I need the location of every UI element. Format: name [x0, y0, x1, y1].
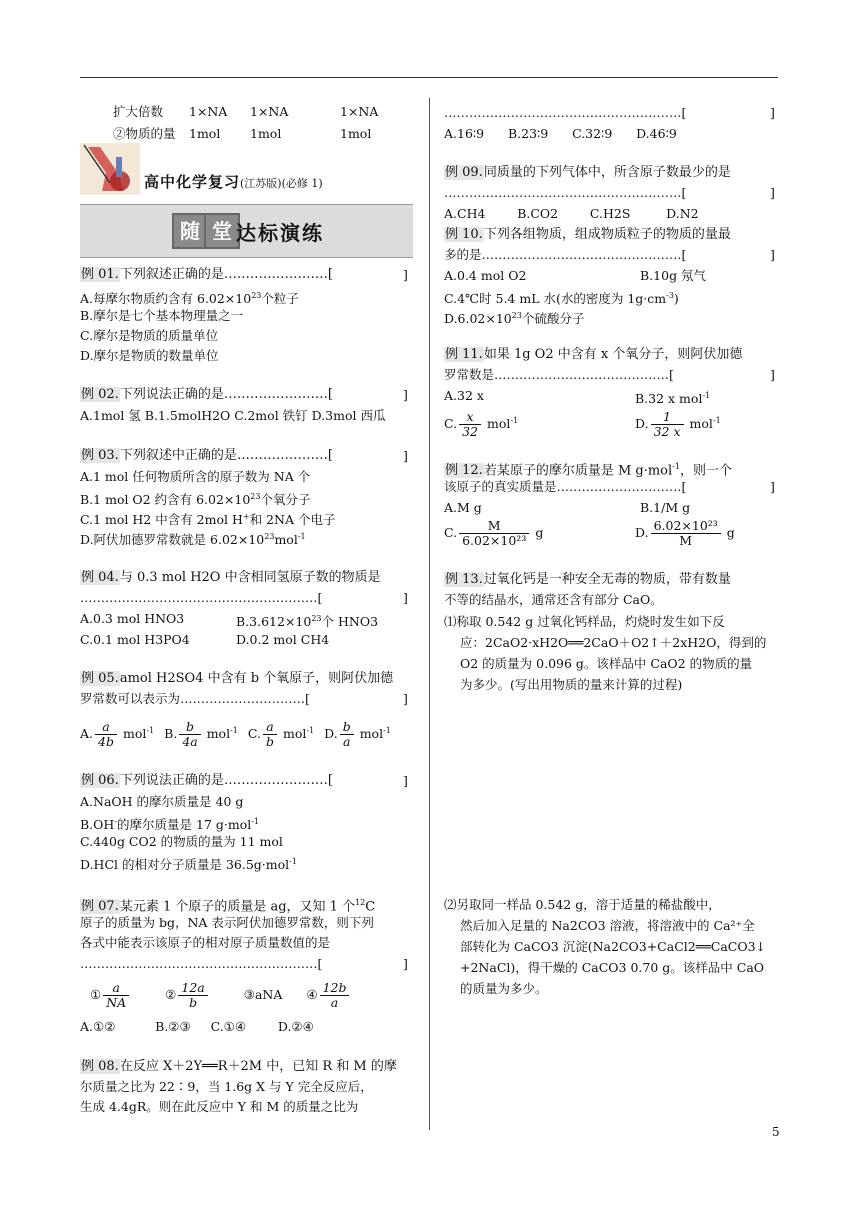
option-d: D. $\frac{\text{6.02×10²³}}{M}$ g	[635, 518, 735, 548]
item-1: ① $\frac{a}{NA}$	[90, 987, 131, 1002]
part-2-line: 然后加入足量的 Na2CO3 溶液，将溶液中的 Ca²⁺全	[460, 918, 755, 933]
part-2-line: 部转化为 CaCO3 沉淀(Na2CO3+CaCl2══CaCO3↓	[460, 939, 767, 954]
option-b: B.摩尔是七个基本物理量之一	[80, 308, 244, 323]
answer-bracket: ]	[403, 448, 408, 463]
option-a: A.NaOH 的摩尔质量是 40 g	[80, 794, 244, 809]
row-label: ②物质的量	[113, 126, 176, 141]
option-b: B.OH-的摩尔质量是 17 g·mol$^{-1}$	[80, 817, 260, 833]
question-stem: amol H2SO4 中含有 b 个氧原子，则阿伏加德	[119, 671, 394, 686]
cell: 1×NA	[189, 104, 228, 119]
option-b: B. $\frac{b}{4a}$ mol$^{-1}$	[164, 719, 238, 750]
column-divider	[429, 98, 430, 1130]
question-stem-cont: …………………………………………………[	[80, 590, 323, 605]
question-stem: 某元素 1 个原子的质量是 ag，又知 1 个	[119, 899, 356, 915]
flask-icon	[80, 143, 140, 195]
option-a: A.M g	[444, 500, 482, 515]
answer-bracket: ]	[403, 956, 408, 971]
item-2: ② $\frac{12a}{b}$	[165, 987, 210, 1002]
item-4: ④ $\frac{12b}{a}$	[306, 987, 351, 1002]
option-d: $D.6.02\times 10^{23}$个硫酸分子	[444, 311, 585, 327]
option-a: A.1 mol 任何物质所含的原子数为 NA 个	[80, 469, 311, 484]
option-d: D.HCl 的相对分子质量是 36.5g·mol$^{-1}$	[80, 857, 297, 873]
page-number: 5	[772, 1125, 780, 1139]
question-label: 例 02.	[81, 387, 119, 402]
question-stem-cont: 该原子的真实质量是…………………………[	[444, 479, 687, 494]
section-title: 达标演练	[236, 221, 324, 245]
option-c: C. $\frac{a}{b}$ mol$^{-1}$	[247, 719, 315, 750]
option-c: C.440g CO2 的物质的量为 11 mol	[80, 834, 283, 849]
question-stem-cont: 尔质量之比为 22∶9，当 1.6g X 与 Y 完全反应后，	[80, 1079, 373, 1094]
option-c: C. $\frac{x}{32}$ mol$^{-1}$	[444, 409, 519, 440]
answer-bracket: ]	[403, 773, 408, 788]
option-a: A.0.4 mol O2	[444, 268, 527, 283]
option-a: A.每摩尔物质约含有 $6.02\times 10^{23}$个粒子	[80, 291, 299, 307]
question-stem-cont: 各式中能表示该原子的相对原子质量数值的是	[80, 935, 331, 950]
question-stem: 下列叙述正确的是……………………[	[119, 267, 333, 282]
answer-bracket: ]	[403, 691, 408, 706]
fraction-options	[80, 716, 391, 749]
question-label: 例 06.	[81, 773, 119, 788]
row-amount	[113, 125, 372, 143]
cell: 1mol	[340, 126, 372, 141]
q08-stem-cont: …………………………………………………[	[444, 105, 687, 120]
option-d: D.摩尔是物质的数量单位	[80, 348, 219, 363]
option-a: A.0.3 mol HNO3	[80, 611, 185, 626]
answer-bracket: ]	[403, 590, 408, 605]
section-char-1: 随	[172, 213, 208, 249]
option-d: D. $\frac{1}{32 x}$ mol$^{-1}$	[635, 409, 721, 440]
question-stem-cont: 原子的质量为 bg，NA 表示阿伏加德罗常数，则下列	[80, 915, 374, 930]
part-1-line: ⑴称取 0.542 g 过氧化钙样品，灼烧时发生如下反	[444, 614, 725, 629]
answer-bracket: ]	[770, 105, 775, 120]
course-banner	[80, 143, 413, 195]
formula-items	[90, 980, 351, 1010]
part-2-line: +2NaCl)，得干燥的 CaCO3 0.70 g。该样品中 CaO	[460, 960, 765, 975]
option-c: C.0.1 mol H3PO4	[80, 632, 190, 647]
question-stem: 下列各组物质，组成物质粒子的物质的量最	[483, 227, 731, 242]
option-d: D.阿伏加德罗常数就是 $6.02\times 10^{23}mol^{-1}$	[80, 532, 306, 548]
option-d: D. $\frac{b}{a}$ mol$^{-1}$	[324, 719, 391, 750]
question-label: 例 05.	[81, 671, 119, 686]
question-stem-cont: 罗常数是……………………………………[	[444, 367, 674, 382]
options: A.1mol 氢 B.1.5molH2O C.2mol 铁钉 D.3mol 西瓜	[80, 408, 386, 423]
part-1-line: 应：2CaO2·xH2O══2CaO＋O2↑＋2xH2O，得到的	[460, 635, 767, 650]
part-2-line: ⑵另取同一样品 0.542 g，溶于适量的稀盐酸中，	[444, 897, 721, 912]
question-label: 例 01.	[81, 267, 119, 282]
question-stem: 如果 1g O2 中含有 x 个氧分子，则阿伏加德	[483, 347, 743, 362]
option-c: C.1 mol H2 中含有 2mol H+和 2NA 个电子	[80, 512, 336, 528]
question-stem: 下列叙述中正确的是…………………[	[119, 448, 333, 463]
cell: 1×NA	[250, 104, 289, 119]
part-1-line: O2 的质量为 0.096 g。该样品中 CaO2 的物质的量	[460, 656, 753, 671]
question-label: 例 04.	[81, 570, 119, 585]
question-label: 例 10.	[445, 227, 483, 242]
question-label: 例 11.	[445, 347, 483, 362]
question-label: 例 08.	[81, 1059, 119, 1074]
section-banner	[80, 204, 413, 258]
option-b: B.32 x mol$^{-1}$	[635, 391, 711, 407]
question-stem-cont: …………………………………………………[	[444, 185, 687, 200]
option-c: C.摩尔是物质的质量单位	[80, 328, 219, 343]
option-b: B.1 mol O2 约含有 $6.02\times 10^{23}$个氧分子	[80, 492, 311, 508]
option-a: A. $\frac{a}{4b}$ mol$^{-1}$	[80, 719, 155, 750]
row-expansion	[113, 103, 379, 121]
course-title: 高中化学复习(江苏版)(必修 1)	[144, 173, 323, 191]
question-stem: 下列说法正确的是……………………[	[119, 773, 333, 788]
part-2-line: 的质量为多少。	[460, 981, 548, 996]
answer-bracket: ]	[770, 367, 775, 382]
question-stem: 在反应 X＋2Y══R＋2M 中，已知 R 和 M 的摩	[119, 1059, 397, 1074]
option-d: D.0.2 mol CH4	[236, 632, 330, 647]
question-label: 例 03.	[81, 448, 119, 463]
question-stem: 过氧化钙是一种安全无毒的物质，带有数量	[483, 572, 731, 587]
part-1-line: 为多少。(写出用物质的量来计算的过程)	[460, 677, 683, 692]
question-stem: 与 0.3 mol H2O 中含相同氢原子数的物质是	[119, 570, 381, 585]
question-stem-cont: 不等的结晶水，通常还含有部分 CaO。	[444, 592, 663, 607]
question-stem: 若某原子的摩尔质量是 M g·mol	[483, 463, 673, 479]
question-stem-cont: 罗常数可以表示为…………………………[	[80, 691, 310, 706]
option-a: A.32 x	[444, 388, 484, 403]
question-stem-cont: 多的是…………………………………………[	[444, 247, 687, 262]
row-label: 扩大倍数	[113, 104, 164, 119]
cell: 1mol	[189, 126, 221, 141]
options: A.①② B.②③ C.①④ D.②④	[80, 1019, 314, 1034]
question-stem-cont: 生成 4.4gR。则在此反应中 Y 和 M 的质量之比为	[80, 1099, 359, 1114]
cell: 1×NA	[340, 104, 379, 119]
answer-bracket: ]	[403, 267, 408, 282]
option-b: B.1/M g	[640, 500, 691, 515]
q08-options: A.16∶9 B.23∶9 C.32∶9 D.46∶9	[444, 126, 677, 141]
question-label: 例 09.	[445, 165, 483, 180]
answer-bracket: ]	[770, 479, 775, 494]
question-label: 例 07.	[81, 899, 119, 915]
question-stem-cont: …………………………………………………[	[80, 956, 323, 971]
question-stem: 同质量的下列气体中，所含原子数最少的是	[483, 165, 731, 180]
section-char-2: 堂	[204, 213, 240, 249]
header-rule	[80, 77, 778, 78]
answer-bracket: ]	[403, 387, 408, 402]
question-label: 例 12.	[445, 463, 483, 479]
option-b: $B.3.612\times 10^{23}$个 HNO3	[236, 614, 379, 630]
answer-bracket: ]	[770, 247, 775, 262]
cell: 1mol	[250, 126, 282, 141]
answer-bracket: ]	[770, 185, 775, 200]
item-3: ③aNA	[243, 987, 283, 1002]
question-stem: 下列说法正确的是……………………[	[119, 387, 333, 402]
option-b: B.10g 氖气	[640, 268, 707, 283]
question-label: 例 13.	[445, 572, 483, 587]
options: A.CH4 B.CO2 C.H2S D.N2	[444, 206, 699, 221]
option-c: C. $\frac{M}{\text{6.02×10²³}}$ g	[444, 518, 544, 548]
option-c: C.4℃时 5.4 mL 水(水的密度为 $1g\cdot cm^{-3}$)	[444, 291, 679, 307]
